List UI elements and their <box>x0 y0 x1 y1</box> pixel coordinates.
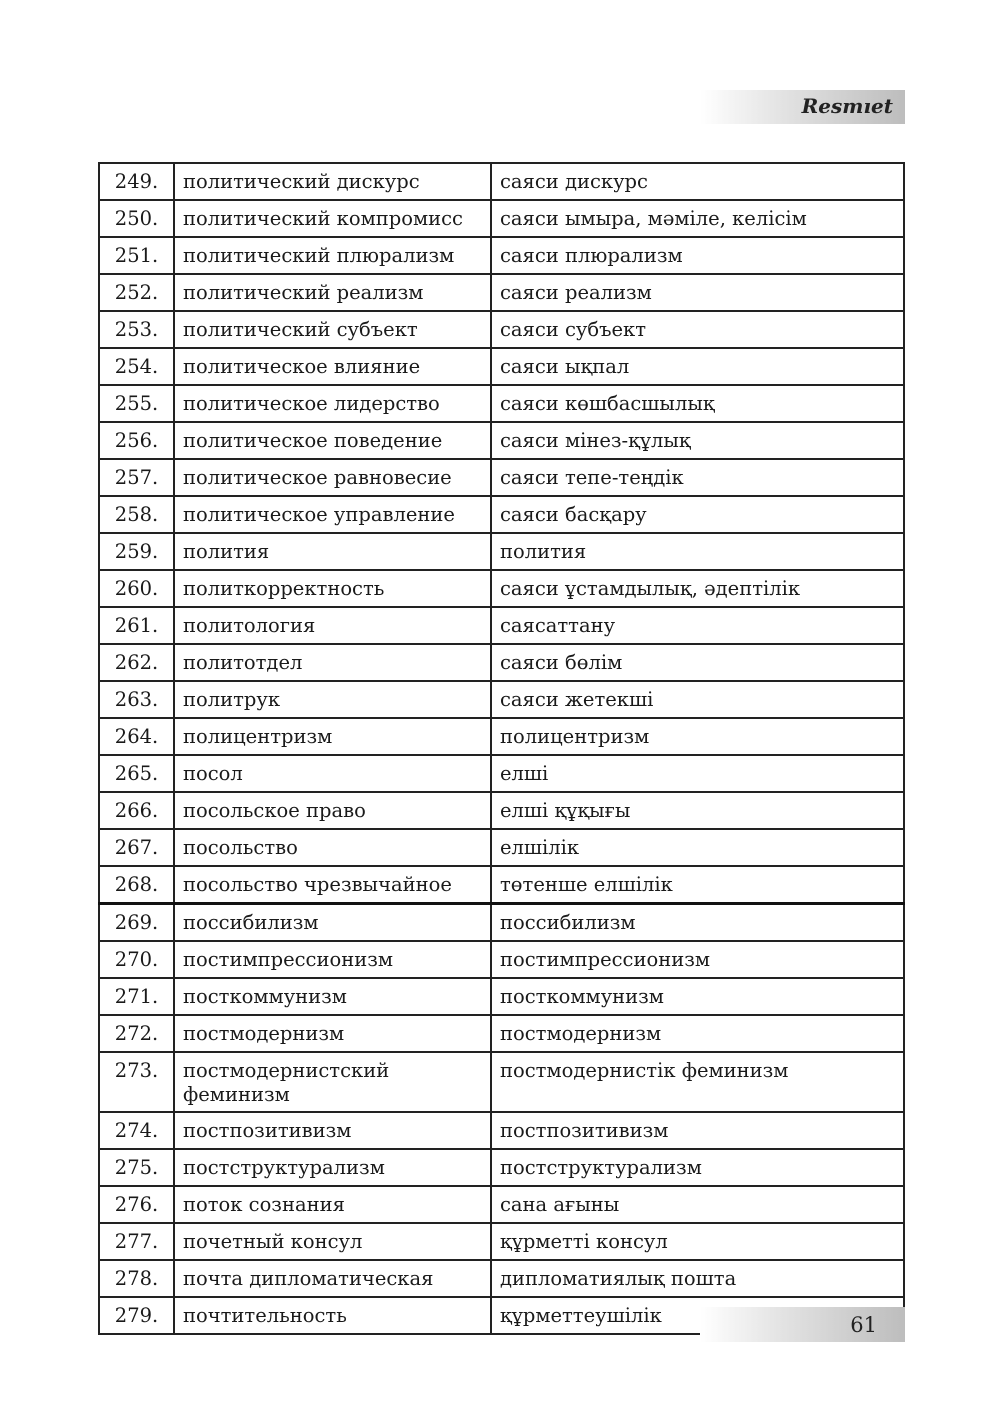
table-row <box>99 755 904 792</box>
table-row <box>99 866 904 904</box>
term-russian: посольство чрезвычайное <box>174 866 491 904</box>
term-russian: постструктурализм <box>174 1149 491 1186</box>
table-row <box>99 1186 904 1223</box>
table-row <box>99 1149 904 1186</box>
term-kazakh: саяси ұстамдылық, әдептілік <box>491 570 904 607</box>
term-kazakh: постструктурализм <box>491 1149 904 1186</box>
term-number: 249. <box>99 163 174 200</box>
term-kazakh: саяси реализм <box>491 274 904 311</box>
term-number: 273. <box>99 1052 174 1112</box>
term-russian: полицентризм <box>174 718 491 755</box>
term-number: 271. <box>99 978 174 1015</box>
table-row <box>99 1015 904 1052</box>
term-russian: полития <box>174 533 491 570</box>
term-number: 265. <box>99 755 174 792</box>
term-kazakh: елші құқығы <box>491 792 904 829</box>
table-row <box>99 496 904 533</box>
term-russian: постмодернистский феминизм <box>174 1052 491 1112</box>
term-kazakh: саяси мінез-құлық <box>491 422 904 459</box>
running-header <box>700 90 905 124</box>
term-russian: политология <box>174 607 491 644</box>
table-row <box>99 978 904 1015</box>
term-kazakh: саяси тепе-теңдік <box>491 459 904 496</box>
term-kazakh: саяси ықпал <box>491 348 904 385</box>
term-number: 260. <box>99 570 174 607</box>
term-russian: почтительность <box>174 1297 491 1334</box>
term-russian: политрук <box>174 681 491 718</box>
table-row <box>99 237 904 274</box>
glossary-table-body <box>99 163 904 1334</box>
term-russian: посольское право <box>174 792 491 829</box>
term-kazakh: құрметті консул <box>491 1223 904 1260</box>
term-number: 254. <box>99 348 174 385</box>
term-kazakh: полицентризм <box>491 718 904 755</box>
term-kazakh: саяси дискурс <box>491 163 904 200</box>
term-kazakh: саяси бөлім <box>491 644 904 681</box>
term-number: 269. <box>99 904 174 942</box>
page-number: 61 <box>850 1313 877 1337</box>
term-number: 258. <box>99 496 174 533</box>
table-row <box>99 274 904 311</box>
term-russian: политический дискурс <box>174 163 491 200</box>
table-row <box>99 1260 904 1297</box>
term-number: 252. <box>99 274 174 311</box>
term-kazakh: саяси жетекші <box>491 681 904 718</box>
term-kazakh: елшілік <box>491 829 904 866</box>
running-header-title: Resmıet <box>801 94 893 118</box>
term-number: 261. <box>99 607 174 644</box>
table-row <box>99 348 904 385</box>
term-number: 251. <box>99 237 174 274</box>
term-russian: политическое поведение <box>174 422 491 459</box>
table-row <box>99 459 904 496</box>
term-number: 267. <box>99 829 174 866</box>
term-kazakh: постимпрессионизм <box>491 941 904 978</box>
term-kazakh: елші <box>491 755 904 792</box>
term-number: 277. <box>99 1223 174 1260</box>
table-row <box>99 792 904 829</box>
table-row <box>99 644 904 681</box>
table-row <box>99 904 904 942</box>
term-kazakh: поссибилизм <box>491 904 904 942</box>
term-russian: политотдел <box>174 644 491 681</box>
term-kazakh: саяси көшбасшылық <box>491 385 904 422</box>
term-number: 276. <box>99 1186 174 1223</box>
term-number: 262. <box>99 644 174 681</box>
term-kazakh: төтенше елшілік <box>491 866 904 904</box>
page-footer <box>700 1307 905 1342</box>
term-number: 274. <box>99 1112 174 1149</box>
term-russian: политическое управление <box>174 496 491 533</box>
term-kazakh: саяси плюрализм <box>491 237 904 274</box>
term-number: 257. <box>99 459 174 496</box>
table-row <box>99 1112 904 1149</box>
term-russian: постпозитивизм <box>174 1112 491 1149</box>
term-russian: политическое лидерство <box>174 385 491 422</box>
term-kazakh: құрметтеушілік <box>491 1297 904 1334</box>
table-row <box>99 941 904 978</box>
term-kazakh: сана ағыны <box>491 1186 904 1223</box>
term-number: 256. <box>99 422 174 459</box>
table-row <box>99 163 904 200</box>
term-number: 278. <box>99 1260 174 1297</box>
table-row <box>99 200 904 237</box>
term-number: 264. <box>99 718 174 755</box>
term-russian: посткоммунизм <box>174 978 491 1015</box>
term-kazakh: посткоммунизм <box>491 978 904 1015</box>
term-number: 263. <box>99 681 174 718</box>
table-row <box>99 1052 904 1112</box>
table-row <box>99 681 904 718</box>
term-russian: посольство <box>174 829 491 866</box>
term-kazakh: саяси ымыра, мәміле, келісім <box>491 200 904 237</box>
term-number: 268. <box>99 866 174 904</box>
term-russian: почетный консул <box>174 1223 491 1260</box>
term-number: 270. <box>99 941 174 978</box>
term-russian: политкорректность <box>174 570 491 607</box>
table-row <box>99 607 904 644</box>
term-russian: политический плюрализм <box>174 237 491 274</box>
table-row <box>99 1223 904 1260</box>
term-number: 250. <box>99 200 174 237</box>
term-kazakh: постпозитивизм <box>491 1112 904 1149</box>
term-kazakh: дипломатиялық пошта <box>491 1260 904 1297</box>
term-number: 253. <box>99 311 174 348</box>
term-russian: постимпрессионизм <box>174 941 491 978</box>
term-russian: политическое равновесие <box>174 459 491 496</box>
term-russian: политический субъект <box>174 311 491 348</box>
term-number: 272. <box>99 1015 174 1052</box>
term-number: 266. <box>99 792 174 829</box>
term-kazakh: постмодернистік феминизм <box>491 1052 904 1112</box>
term-kazakh: постмодернизм <box>491 1015 904 1052</box>
term-russian: политический реализм <box>174 274 491 311</box>
term-russian: поссибилизм <box>174 904 491 942</box>
glossary-table <box>98 162 905 1335</box>
term-number: 255. <box>99 385 174 422</box>
term-russian: посол <box>174 755 491 792</box>
table-row <box>99 422 904 459</box>
term-russian: поток сознания <box>174 1186 491 1223</box>
term-number: 275. <box>99 1149 174 1186</box>
term-russian: почта дипломатическая <box>174 1260 491 1297</box>
term-russian: постмодернизм <box>174 1015 491 1052</box>
term-kazakh: саяси субъект <box>491 311 904 348</box>
term-russian: политический компромисс <box>174 200 491 237</box>
table-row <box>99 311 904 348</box>
term-number: 259. <box>99 533 174 570</box>
term-russian: политическое влияние <box>174 348 491 385</box>
term-kazakh: саясаттану <box>491 607 904 644</box>
table-row <box>99 385 904 422</box>
table-row <box>99 718 904 755</box>
table-row <box>99 533 904 570</box>
term-kazakh: саяси басқару <box>491 496 904 533</box>
table-row <box>99 570 904 607</box>
term-kazakh: полития <box>491 533 904 570</box>
term-number: 279. <box>99 1297 174 1334</box>
table-row <box>99 829 904 866</box>
